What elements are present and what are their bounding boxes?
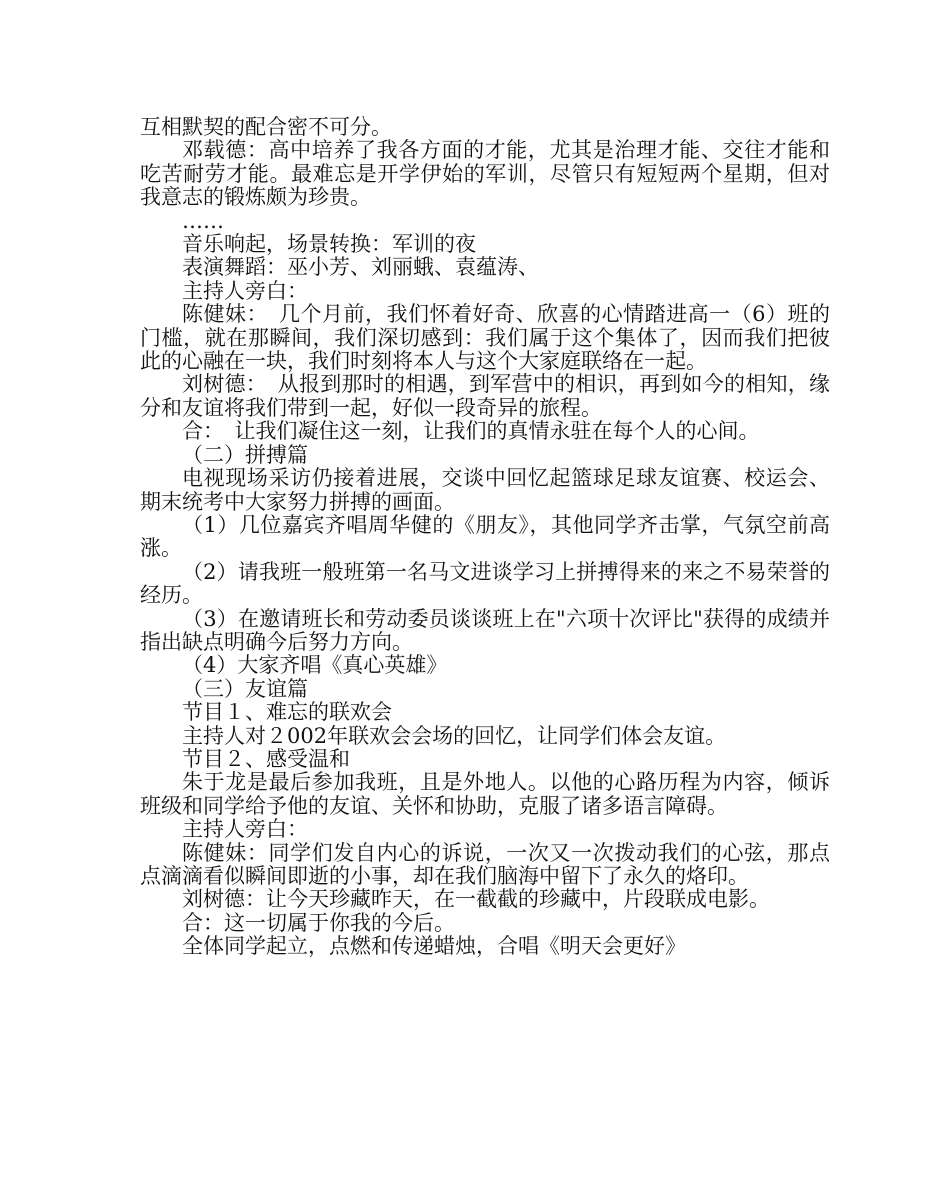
paragraph: 主持人旁白： [182,817,308,842]
paragraph: 表演舞蹈：巫小芳、刘丽蛾、袁蕴涛、 [182,255,539,280]
paragraph: 全体同学起立，点燃和传递蜡烛，合唱《明天会更好》 [182,934,686,959]
paragraph: 互相默契的配合密不可分。 [140,115,392,139]
paragraph: 合： 让我们凝住这一刻，让我们的真情永驻在每个人的心间。 [182,419,760,444]
paragraph: 主持人旁白： [182,278,308,303]
paragraph: 刘树德：让今天珍藏昨天，在一截截的珍藏中，片段联成电影。 [182,887,770,912]
paragraph: 刘树德： 从报到那时的相遇，到军营中的相识，再到如今的相知，缘分和友谊将我们带到一起，好似一段奇异的旅程。 [140,372,830,420]
section-heading: （二）拼搏篇 [182,442,308,467]
paragraph: 邓载德：高中培养了我各方面的才能，尤其是治理才能、交往才能和吃苦耐劳才能。最难忘是开学伊始的军训，尽管只有短短两个星期，但对我意志的锻炼颇为珍贵。 [140,138,830,210]
paragraph: 节目１、难忘的联欢会 [182,700,392,725]
paragraph: （4）大家齐唱《真心英雄》 [182,653,448,678]
section-heading: （三）友谊篇 [182,676,308,701]
paragraph: 主持人对２002年联欢会会场的回忆，让同学们体会友谊。 [182,723,727,748]
paragraph: 朱于龙是最后参加我班，且是外地人。以他的心路历程为内容，倾诉班级和同学给予他的友谊、关怀和协助，克服了诸多语言障碍。 [140,770,830,818]
paragraph: （1）几位嘉宾齐唱周华健的《朋友》，其他同学齐击掌，气氛空前高涨。 [140,512,830,561]
paragraph: （2）请我班一般班第一名马文进谈学习上拼搏得来的来之不易荣誉的经历。 [140,559,830,608]
paragraph: （3）在邀请班长和劳动委员谈谈班上在"六项十次评比"获得的成绩并指出缺点明确今后努力方向。 [140,606,830,654]
paragraph: 节目２、感受温和 [182,746,350,771]
paragraph: 陈健妹：同学们发自内心的诉说，一次又一次拨动我们的心弦，那点点滴滴看似瞬间即逝的小事，却在我们脑海中留下了永久的烙印。 [140,840,830,888]
paragraph: 陈健妹： 几个月前，我们怀着好奇、欣喜的心情踏进高一（6）班的门槛，就在那瞬间，我们深切感到：我们属于这个集体了，因而我们把彼此的心融在一块，我们时刻将本人与这个大家庭联络在一起。 [140,302,830,374]
paragraph: 电视现场采访仍接着进展，交谈中回忆起篮球足球友谊赛、校运会、期末统考中大家努力拼搏的画面。 [140,466,830,514]
paragraph: 合：这一切属于你我的今后。 [182,910,455,935]
document-body [140,116,830,959]
paragraph: 音乐响起，场景转换：军训的夜 [182,232,476,257]
paragraph: …… [182,208,224,233]
